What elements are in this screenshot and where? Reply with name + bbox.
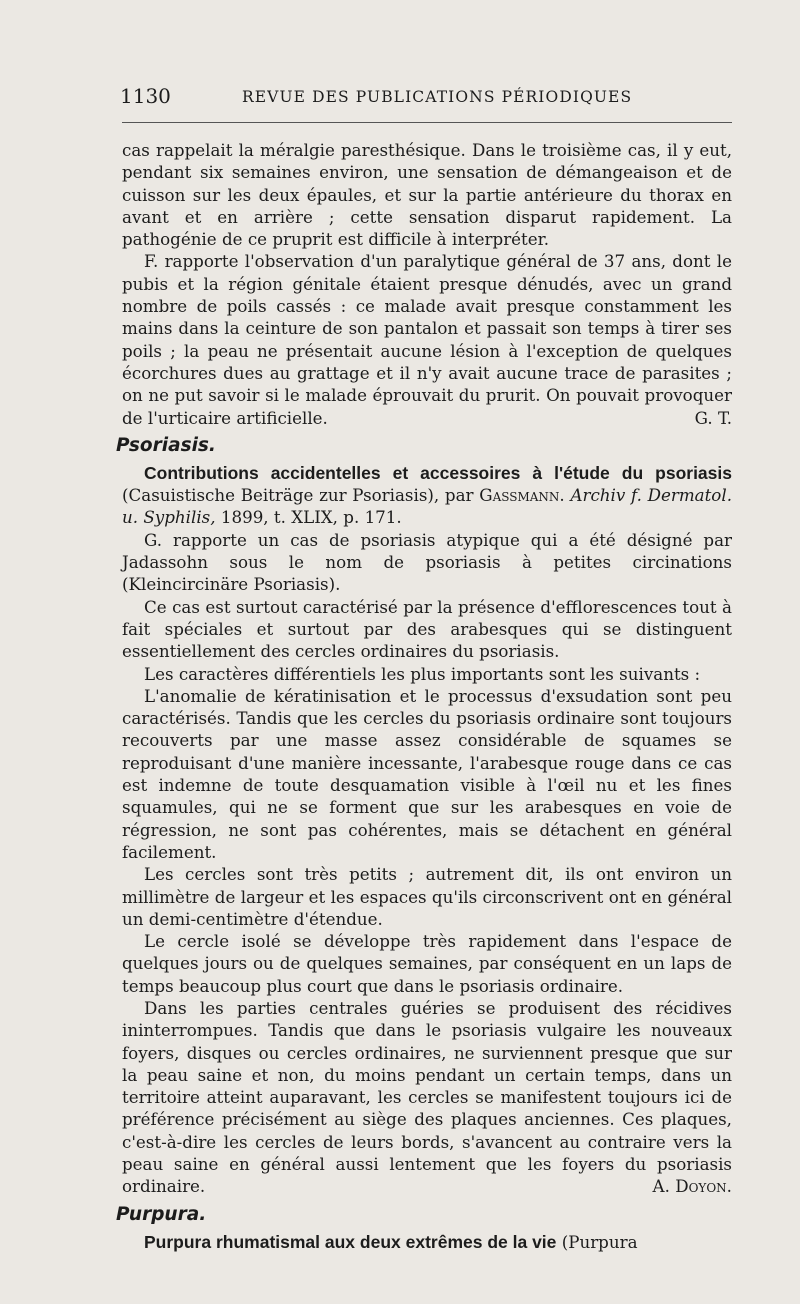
- article-1-title: Contributions accidentelles et accessoires à l'étude du psoriasis: [144, 462, 732, 483]
- paragraph-2-text: F. rapporte l'observation d'un paralytique général de 37 ans, dont le pubis et la région génitale étaient presque dénudés, avec un grand nombre de poils cassés : ce malade avait presque constamment les mains dans la ceinture de son pantalon et passait son temps à tirer ses poils ; la peau ne présentait aucune lésion à l'exception de quelques écorchures dues au grattage et il n'y avait aucune trace de parasites ; on ne put savoir si le malade éprouvait du prurit. On pouvait provoquer de l'urticaire artificielle.: [122, 251, 732, 428]
- page-header: [120, 84, 730, 114]
- running-head: REVUE DES PUBLICATIONS PÉRIODIQUES: [242, 88, 633, 106]
- section-heading-purpura: Purpura.: [116, 1203, 207, 1225]
- article-1-heading: [122, 462, 732, 529]
- body-text: [116, 139, 732, 1253]
- paragraph-1: cas rappelait la méralgie paresthésique. Dans le troisième cas, il y eut, pendant six semaines environ, une sensation de démangeaison et de cuisson sur les deux épaules, et sur la partie antérieure du thorax en avant et en arrière ; cette sensation disparut rapidement. La pathogénie de ce pruprit est difficile à interpréter.: [122, 140, 732, 250]
- page-number: 1130: [120, 84, 171, 108]
- paragraph-8: Le cercle isolé se développe très rapidement dans l'espace de quelques jours ou de quelques semaines, par conséquent en un laps de temps beaucoup plus court que dans le psoriasis ordinaire.: [122, 931, 732, 996]
- section-heading-psoriasis: Psoriasis.: [116, 434, 216, 456]
- paragraph-5: Les caractères différentiels les plus importants sont les suivants :: [144, 663, 701, 684]
- article-2-heading: [122, 1231, 732, 1253]
- paragraph-4: Ce cas est surtout caractérisé par la présence d'efflorescences tout à fait spéciales et surtout par des arabesques qui se distinguent essentiellement des cercles ordinaires du psoriasis.: [122, 596, 732, 662]
- paragraph-7: Les cercles sont très petits ; autrement dit, ils ont environ un millimètre de largeur et les espaces qu'ils circonscrivent ont en général un demi-centimètre d'étendue.: [122, 864, 732, 929]
- signature-gt: G. T.: [694, 407, 732, 428]
- article-1-journal: Archiv f. Dermatol. u. Syphilis,: [122, 485, 732, 528]
- article-1-ref: 1899, t. XLIX, p. 171.: [220, 507, 402, 528]
- article-1-author: Gassmann.: [479, 485, 565, 506]
- article-1-subtitle: (Casuistische Beiträge zur Psoriasis), par: [122, 485, 474, 506]
- article-2-subtitle: (Purpura: [561, 1231, 638, 1252]
- paragraph-6: L'anomalie de kératinisation et le processus d'exsudation sont peu caractérisés. Tandis que les cercles du psoriasis ordinaire sont toujours recouverts par une masse assez considérable de squames se reproduisant d'une manière incessante, l'arabesque rouge dans ce cas est indemne de toute desquamation visible à l'œil nu et les fines squamules, qui ne se forment que sur les arabesques en voie de régression, ne sont pas cohérentes, mais se détachent en général facilement.: [122, 685, 732, 862]
- paragraph-9-text: Dans les parties centrales guéries se produisent des récidives ininterrompues. Tandis que dans le psoriasis vulgaire les nouveaux foyers, disques ou cercles ordinaires, ne surviennent presque que sur la peau saine et non, du moins pendant un certain temps, dans un territoire atteint auparavant, les cercles se manifestent toujours ici de préférence précisément au siège des plaques anciennes. Ces plaques, c'est-à-dire les cercles de leurs bords, s'avancent au contraire vers la peau saine en général aussi lentement que les foyers du psoriasis ordinaire.: [122, 997, 732, 1197]
- paragraph-3: G. rapporte un cas de psoriasis atypique qui a été désigné par Jadassohn sous le nom de psoriasis à petites circinations (Kleincircinäre Psoriasis).: [122, 529, 732, 595]
- article-2-title: Purpura rhumatismal aux deux extrêmes de la vie: [144, 1231, 557, 1252]
- header-rule: [122, 122, 732, 123]
- paragraph-9: [122, 997, 732, 1198]
- paragraph-2: [122, 250, 732, 428]
- signature-doyon: A. Doyon.: [652, 1176, 732, 1197]
